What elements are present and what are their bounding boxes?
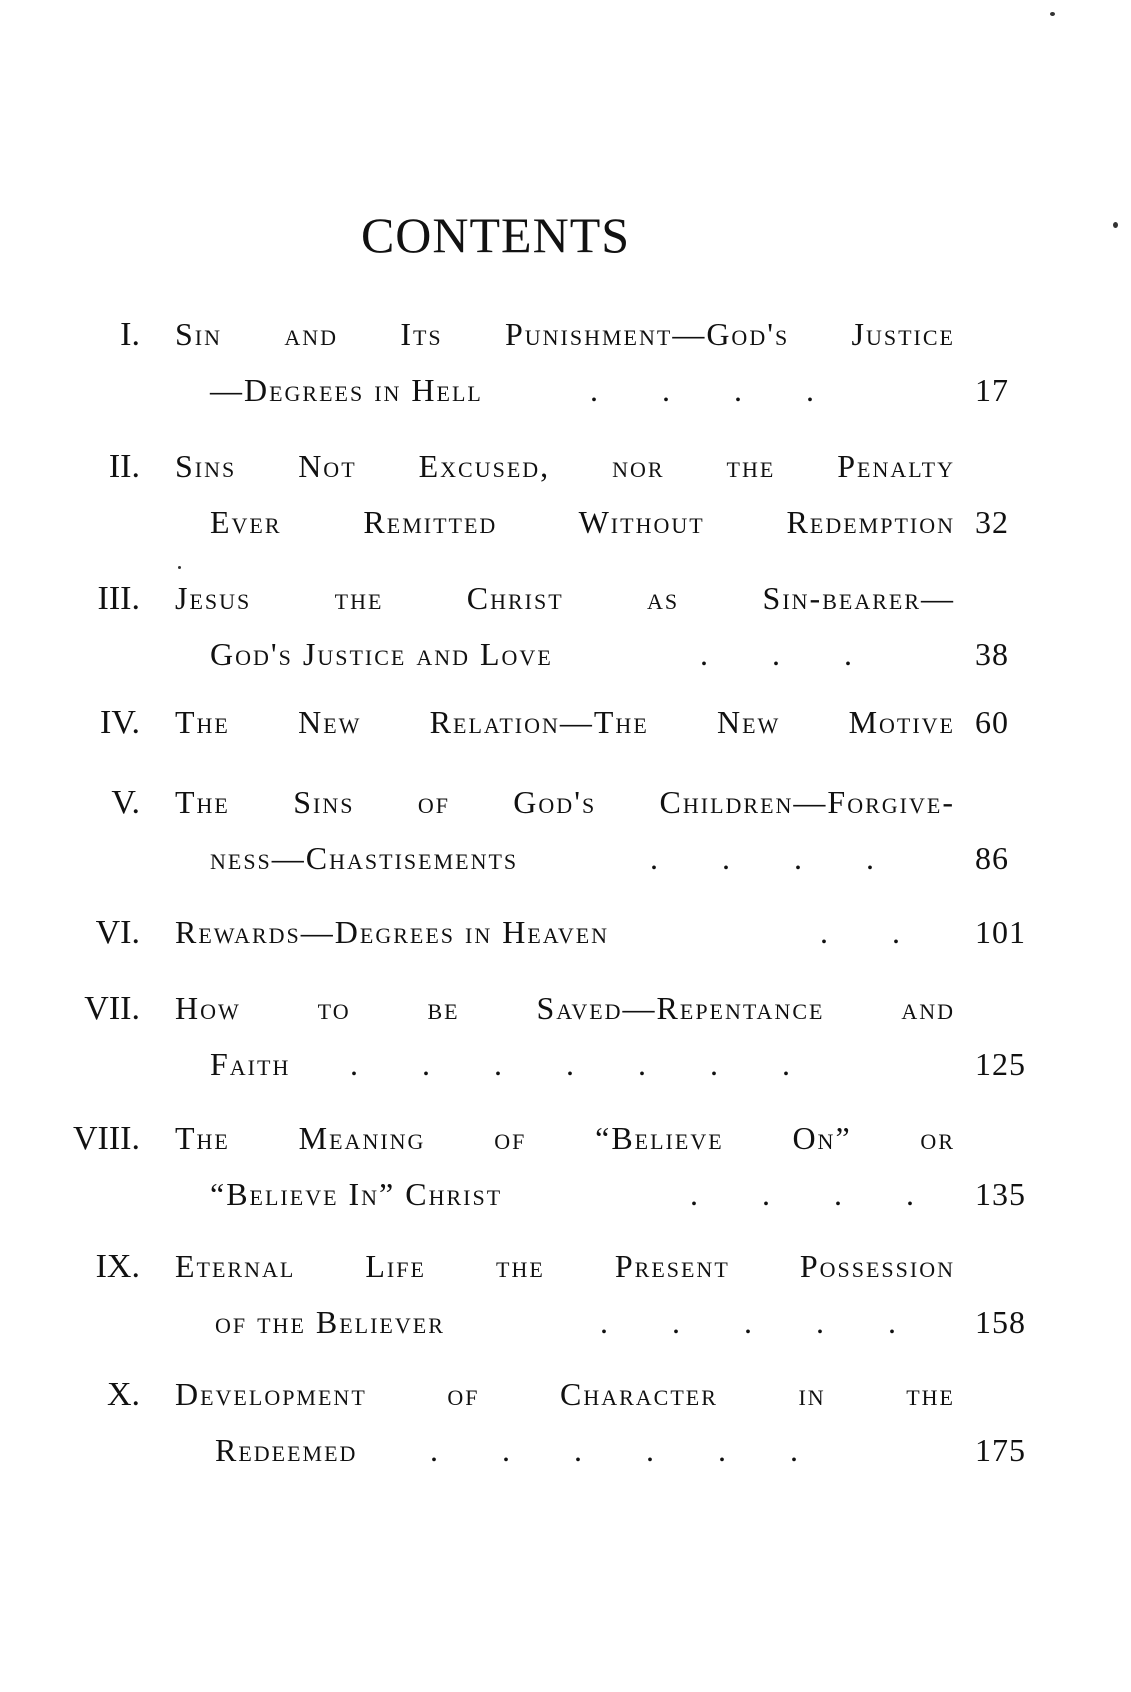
page-number: 60: [975, 704, 1009, 740]
page-number: 86: [975, 840, 1009, 876]
chapter-title-line2: God's Justice and Love: [210, 636, 553, 672]
chapter-numeral: I.: [120, 316, 140, 353]
chapter-title-line2: ness—Chastisements: [210, 840, 519, 876]
page-number: 38: [975, 636, 1009, 672]
page-number: 32: [975, 504, 1009, 540]
dot-leader: . . . . . .: [430, 1432, 798, 1468]
dot-leader: . . . .: [650, 840, 874, 876]
chapter-title-line1: Jesus the Christ as Sin-bearer—: [175, 580, 955, 616]
page-number: 101: [975, 914, 1026, 950]
chapter-title-line2: Redeemed: [215, 1432, 358, 1468]
chapter-title-line1: The Meaning of “Believe On” or: [175, 1120, 955, 1156]
chapter-title-line1: Sins Not Excused, nor the Penalty: [175, 448, 955, 484]
chapter-numeral: VI.: [95, 914, 140, 951]
dot-leader: . . . . .: [600, 1304, 896, 1340]
chapter-title-line2: Ever Remitted Without Redemption: [210, 504, 955, 540]
chapter-numeral: VIII.: [72, 1120, 140, 1157]
chapter-title-line1: Development of Character in the: [175, 1376, 955, 1412]
chapter-numeral: V.: [111, 784, 140, 821]
chapter-title-line1: Eternal Life the Present Possession: [175, 1248, 955, 1284]
page-number: 125: [975, 1046, 1026, 1082]
chapter-title-line2: “Believe In” Christ: [210, 1176, 503, 1212]
chapter-title-line1: The New Relation—The New Motive: [175, 704, 955, 740]
page-number: 135: [975, 1176, 1026, 1212]
page-number: 158: [975, 1304, 1026, 1340]
chapter-title-line2: Faith: [210, 1046, 291, 1082]
chapter-title-line1: The Sins of God's Children—Forgive-: [175, 784, 955, 820]
chapter-numeral: IX.: [95, 1248, 140, 1285]
dot-leader: . . .: [700, 636, 852, 672]
chapter-numeral: X.: [106, 1376, 140, 1413]
page-title: CONTENTS: [360, 207, 631, 263]
chapter-numeral: II.: [108, 448, 140, 485]
chapter-title-line1: Rewards—Degrees in Heaven: [175, 914, 610, 950]
chapter-title-line1: Sin and Its Punishment—God's Justice: [175, 316, 955, 352]
chapter-numeral: VII.: [84, 990, 140, 1027]
page-number: 175: [975, 1432, 1026, 1468]
chapter-title-line2: —Degrees in Hell: [210, 372, 483, 408]
chapter-title-line2: of the Believer: [215, 1304, 445, 1340]
chapter-numeral: IV.: [100, 704, 140, 741]
dot-leader: . . . .: [690, 1176, 914, 1212]
dot-leader: . . . .: [590, 372, 814, 408]
dot-leader: . .: [820, 914, 900, 950]
dot-leader: . . . . . . .: [350, 1046, 790, 1082]
chapter-title-line1: How to be Saved—Repentance and: [175, 990, 955, 1026]
page-number: 17: [975, 372, 1009, 408]
chapter-numeral: III.: [97, 580, 140, 617]
